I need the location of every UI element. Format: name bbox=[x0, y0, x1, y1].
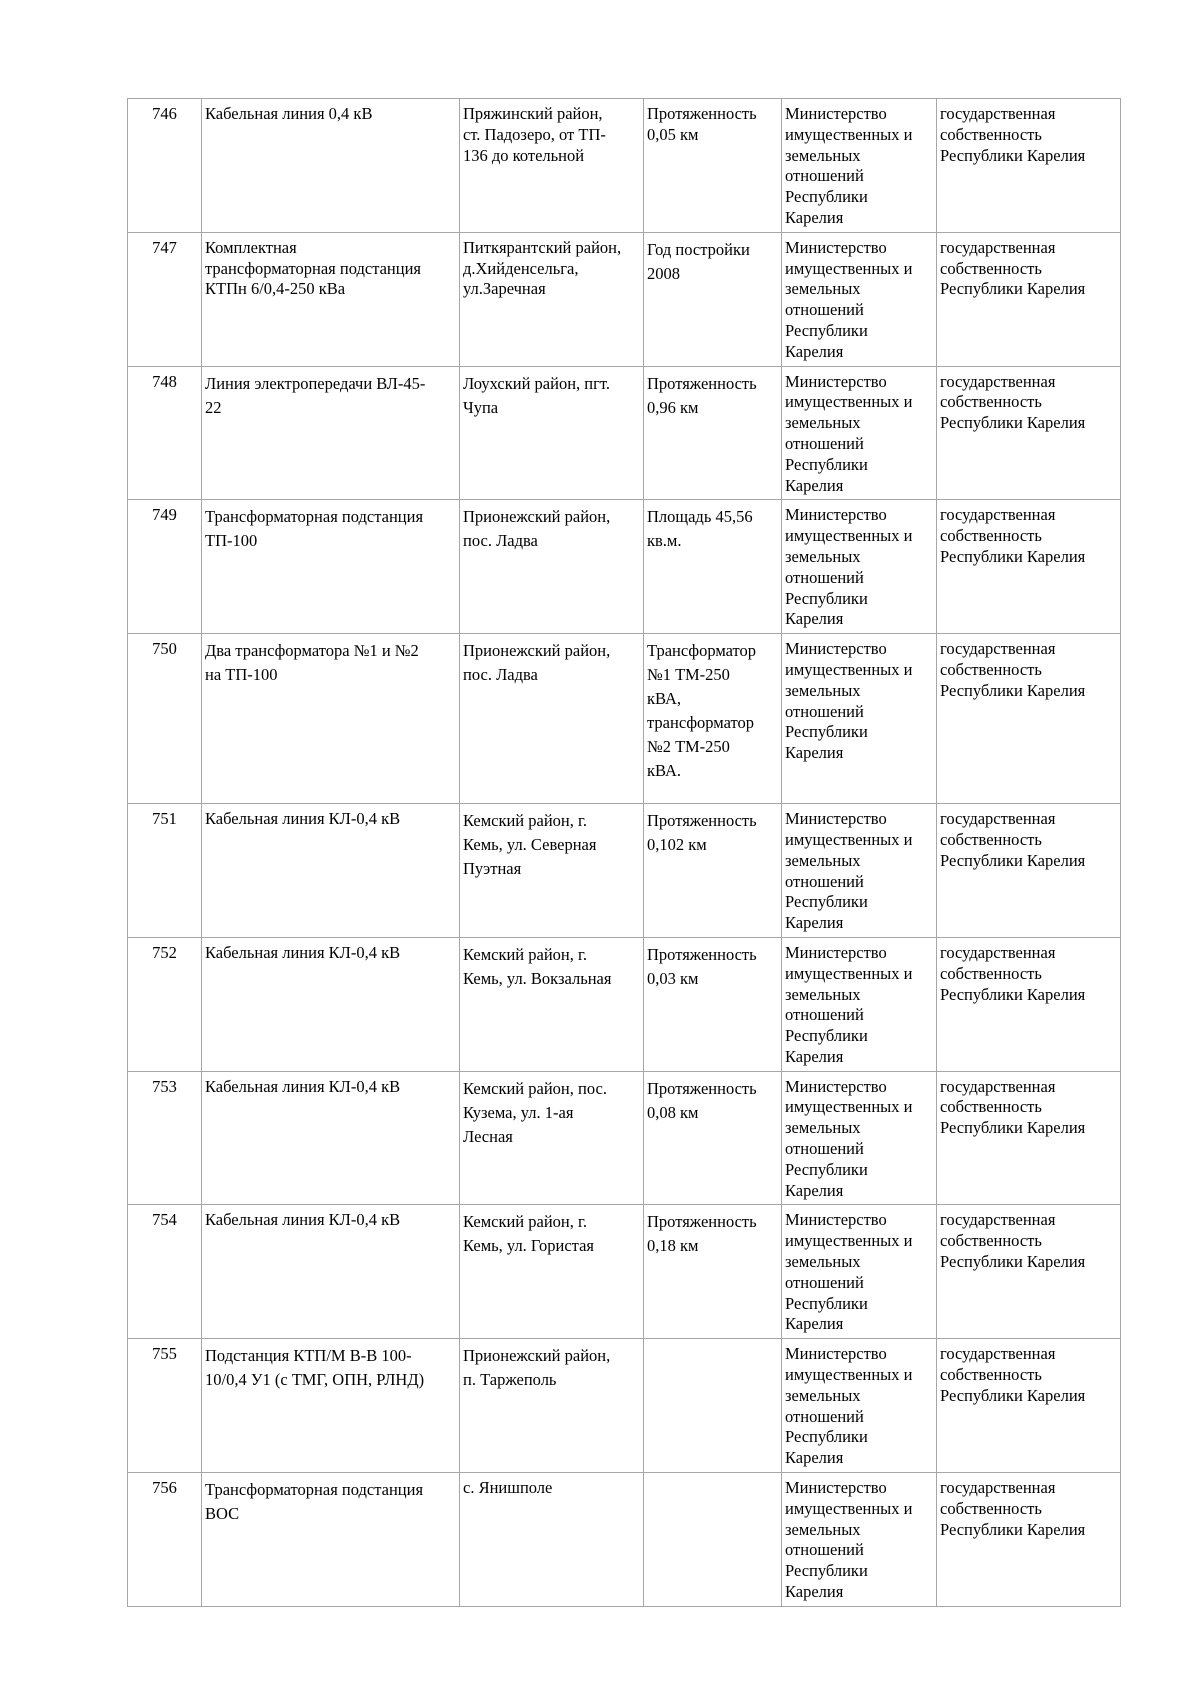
ownership-type: государственная собственность Республики Карелия bbox=[940, 237, 1086, 299]
object-name: Кабельная линия КЛ-0,4 кВ bbox=[205, 942, 401, 962]
object-address: Кемский район, г. Кемь, ул. Северная Пуэтная bbox=[463, 811, 597, 879]
row-number: 752 bbox=[152, 942, 177, 962]
object-characteristic: Протяженность 0,102 км bbox=[647, 811, 757, 855]
object-characteristic: Протяженность 0,03 км bbox=[647, 944, 757, 988]
registry-table-body bbox=[128, 99, 1121, 1607]
row-number: 747 bbox=[152, 237, 177, 257]
holder-cell bbox=[782, 804, 937, 938]
object-name: Кабельная линия КЛ-0,4 кВ bbox=[205, 1210, 401, 1230]
object-address: Прионежский район, пос. Ладва bbox=[463, 507, 611, 551]
object-name-cell bbox=[202, 804, 460, 938]
ownership-type: государственная собственность Республики Карелия bbox=[940, 639, 1086, 700]
object-name: Подстанция КТП/М В-В 100- 10/0,4 У1 (с ТМГ, ОПН, РЛНД) bbox=[205, 1346, 425, 1390]
object-name: Два трансформатора №1 и №2 на ТП-100 bbox=[205, 641, 419, 685]
table-row bbox=[128, 634, 1121, 804]
ownership-cell bbox=[937, 1205, 1121, 1339]
table-row bbox=[128, 500, 1121, 634]
property-holder: Министерство имущественных и земельных отношений Республики Карелия bbox=[785, 505, 913, 629]
address-cell bbox=[460, 634, 644, 804]
object-name-cell bbox=[202, 937, 460, 1071]
ownership-type: государственная собственность Республики Карелия bbox=[940, 104, 1086, 165]
row-number: 754 bbox=[152, 1210, 177, 1230]
holder-cell bbox=[782, 366, 937, 500]
characteristic-cell bbox=[644, 1339, 782, 1473]
characteristic-cell bbox=[644, 232, 782, 366]
row-number-cell bbox=[128, 366, 202, 500]
object-characteristic: Протяженность 0,05 км bbox=[647, 104, 757, 144]
address-cell bbox=[460, 1205, 644, 1339]
row-number-cell bbox=[128, 804, 202, 938]
address-cell bbox=[460, 1071, 644, 1205]
holder-cell bbox=[782, 99, 937, 233]
row-number-cell bbox=[128, 232, 202, 366]
table-row bbox=[128, 1205, 1121, 1339]
row-number: 751 bbox=[152, 809, 177, 829]
property-registry-table bbox=[127, 98, 1121, 1607]
property-holder: Министерство имущественных и земельных отношений Республики Карелия bbox=[785, 1344, 913, 1468]
object-address: Прионежский район, п. Таржеполь bbox=[463, 1346, 611, 1390]
address-cell bbox=[460, 1473, 644, 1607]
ownership-type: государственная собственность Республики Карелия bbox=[940, 1210, 1086, 1272]
property-holder: Министерство имущественных и земельных отношений Республики Карелия bbox=[785, 1478, 913, 1602]
holder-cell bbox=[782, 634, 937, 804]
ownership-cell bbox=[937, 366, 1121, 500]
object-address: Кемский район, г. Кемь, ул. Гористая bbox=[463, 1212, 594, 1256]
object-address: Прионежский район, пос. Ладва bbox=[463, 641, 611, 685]
property-holder: Министерство имущественных и земельных отношений Республики Карелия bbox=[785, 639, 913, 763]
row-number-cell bbox=[128, 634, 202, 804]
characteristic-cell bbox=[644, 804, 782, 938]
object-characteristic: Год постройки 2008 bbox=[647, 239, 750, 283]
object-name: Кабельная линия КЛ-0,4 кВ bbox=[205, 1076, 401, 1096]
address-cell bbox=[460, 99, 644, 233]
object-address: Кемский район, г. Кемь, ул. Вокзальная bbox=[463, 944, 612, 988]
object-name-cell bbox=[202, 500, 460, 634]
object-name-cell bbox=[202, 1339, 460, 1473]
holder-cell bbox=[782, 232, 937, 366]
property-holder: Министерство имущественных и земельных отношений Республики Карелия bbox=[785, 809, 913, 933]
object-name: Комплектная трансформаторная подстанция КТПн 6/0,4-250 кВа bbox=[205, 237, 422, 299]
row-number: 748 bbox=[152, 371, 177, 391]
object-characteristic: Протяженность 0,96 км bbox=[647, 373, 757, 417]
property-holder: Министерство имущественных и земельных отношений Республики Карелия bbox=[785, 942, 913, 1066]
ownership-cell bbox=[937, 804, 1121, 938]
object-name-cell bbox=[202, 99, 460, 233]
address-cell bbox=[460, 1339, 644, 1473]
address-cell bbox=[460, 366, 644, 500]
address-cell bbox=[460, 500, 644, 634]
property-holder: Министерство имущественных и земельных отношений Республики Карелия bbox=[785, 1076, 913, 1200]
object-address: с. Янишполе bbox=[463, 1478, 553, 1498]
row-number-cell bbox=[128, 1339, 202, 1473]
object-characteristic: Трансформатор №1 ТМ-250 кВА, трансформатор №2 ТМ-250 кВА. bbox=[647, 641, 757, 781]
holder-cell bbox=[782, 500, 937, 634]
object-name: Трансформаторная подстанция ТП-100 bbox=[205, 507, 424, 551]
property-holder: Министерство имущественных и земельных отношений Республики Карелия bbox=[785, 104, 913, 227]
characteristic-cell bbox=[644, 1473, 782, 1607]
object-name: Линия электропередачи ВЛ-45- 22 bbox=[205, 373, 426, 417]
object-name-cell bbox=[202, 366, 460, 500]
table-row bbox=[128, 232, 1121, 366]
table-row bbox=[128, 1071, 1121, 1205]
table-row bbox=[128, 937, 1121, 1071]
address-cell bbox=[460, 804, 644, 938]
address-cell bbox=[460, 937, 644, 1071]
characteristic-cell bbox=[644, 99, 782, 233]
object-address: Лоухский район, пгт. Чупа bbox=[463, 373, 610, 417]
ownership-cell bbox=[937, 99, 1121, 233]
object-name-cell bbox=[202, 1473, 460, 1607]
object-address: Пряжинский район, ст. Падозеро, от ТП- 136 до котельной bbox=[463, 104, 606, 165]
table-row bbox=[128, 804, 1121, 938]
object-characteristic: Протяженность 0,18 км bbox=[647, 1212, 757, 1256]
object-name: Кабельная линия 0,4 кВ bbox=[205, 104, 373, 123]
ownership-type: государственная собственность Республики Карелия bbox=[940, 1478, 1086, 1539]
ownership-cell bbox=[937, 1071, 1121, 1205]
object-name-cell bbox=[202, 634, 460, 804]
property-holder: Министерство имущественных и земельных отношений Республики Карелия bbox=[785, 237, 913, 361]
object-name-cell bbox=[202, 1205, 460, 1339]
row-number: 746 bbox=[152, 104, 177, 123]
row-number: 755 bbox=[152, 1344, 177, 1364]
characteristic-cell bbox=[644, 1205, 782, 1339]
characteristic-cell bbox=[644, 500, 782, 634]
characteristic-cell bbox=[644, 366, 782, 500]
row-number-cell bbox=[128, 99, 202, 233]
object-name-cell bbox=[202, 1071, 460, 1205]
table-row bbox=[128, 1339, 1121, 1473]
table-row bbox=[128, 366, 1121, 500]
characteristic-cell bbox=[644, 1071, 782, 1205]
holder-cell bbox=[782, 937, 937, 1071]
property-holder: Министерство имущественных и земельных отношений Республики Карелия bbox=[785, 371, 913, 495]
holder-cell bbox=[782, 1339, 937, 1473]
holder-cell bbox=[782, 1473, 937, 1607]
ownership-cell bbox=[937, 634, 1121, 804]
property-holder: Министерство имущественных и земельных отношений Республики Карелия bbox=[785, 1210, 913, 1334]
row-number-cell bbox=[128, 1071, 202, 1205]
object-address: Кемский район, пос. Кузема, ул. 1-ая Лесная bbox=[463, 1078, 607, 1146]
row-number-cell bbox=[128, 1473, 202, 1607]
address-cell bbox=[460, 232, 644, 366]
ownership-type: государственная собственность Республики Карелия bbox=[940, 809, 1086, 870]
row-number: 750 bbox=[152, 639, 177, 659]
ownership-type: государственная собственность Республики Карелия bbox=[940, 1344, 1086, 1405]
ownership-cell bbox=[937, 1339, 1121, 1473]
holder-cell bbox=[782, 1205, 937, 1339]
ownership-cell bbox=[937, 232, 1121, 366]
characteristic-cell bbox=[644, 937, 782, 1071]
row-number: 749 bbox=[152, 505, 177, 525]
characteristic-cell bbox=[644, 634, 782, 804]
table-row bbox=[128, 99, 1121, 233]
ownership-cell bbox=[937, 500, 1121, 634]
row-number: 756 bbox=[152, 1478, 177, 1498]
object-address: Питкярантский район, д.Хийденсельга, ул.Заречная bbox=[463, 237, 622, 299]
object-characteristic: Площадь 45,56 кв.м. bbox=[647, 507, 753, 551]
ownership-type: государственная собственность Республики Карелия bbox=[940, 942, 1086, 1004]
object-name-cell bbox=[202, 232, 460, 366]
ownership-type: государственная собственность Республики Карелия bbox=[940, 371, 1086, 433]
table-row bbox=[128, 1473, 1121, 1607]
row-number-cell bbox=[128, 937, 202, 1071]
row-number: 753 bbox=[152, 1076, 177, 1096]
object-name: Трансформаторная подстанция ВОС bbox=[205, 1480, 424, 1524]
ownership-cell bbox=[937, 1473, 1121, 1607]
holder-cell bbox=[782, 1071, 937, 1205]
row-number-cell bbox=[128, 1205, 202, 1339]
object-name: Кабельная линия КЛ-0,4 кВ bbox=[205, 809, 401, 829]
row-number-cell bbox=[128, 500, 202, 634]
object-characteristic: Протяженность 0,08 км bbox=[647, 1078, 757, 1122]
ownership-cell bbox=[937, 937, 1121, 1071]
ownership-type: государственная собственность Республики Карелия bbox=[940, 1076, 1086, 1138]
ownership-type: государственная собственность Республики Карелия bbox=[940, 505, 1086, 566]
